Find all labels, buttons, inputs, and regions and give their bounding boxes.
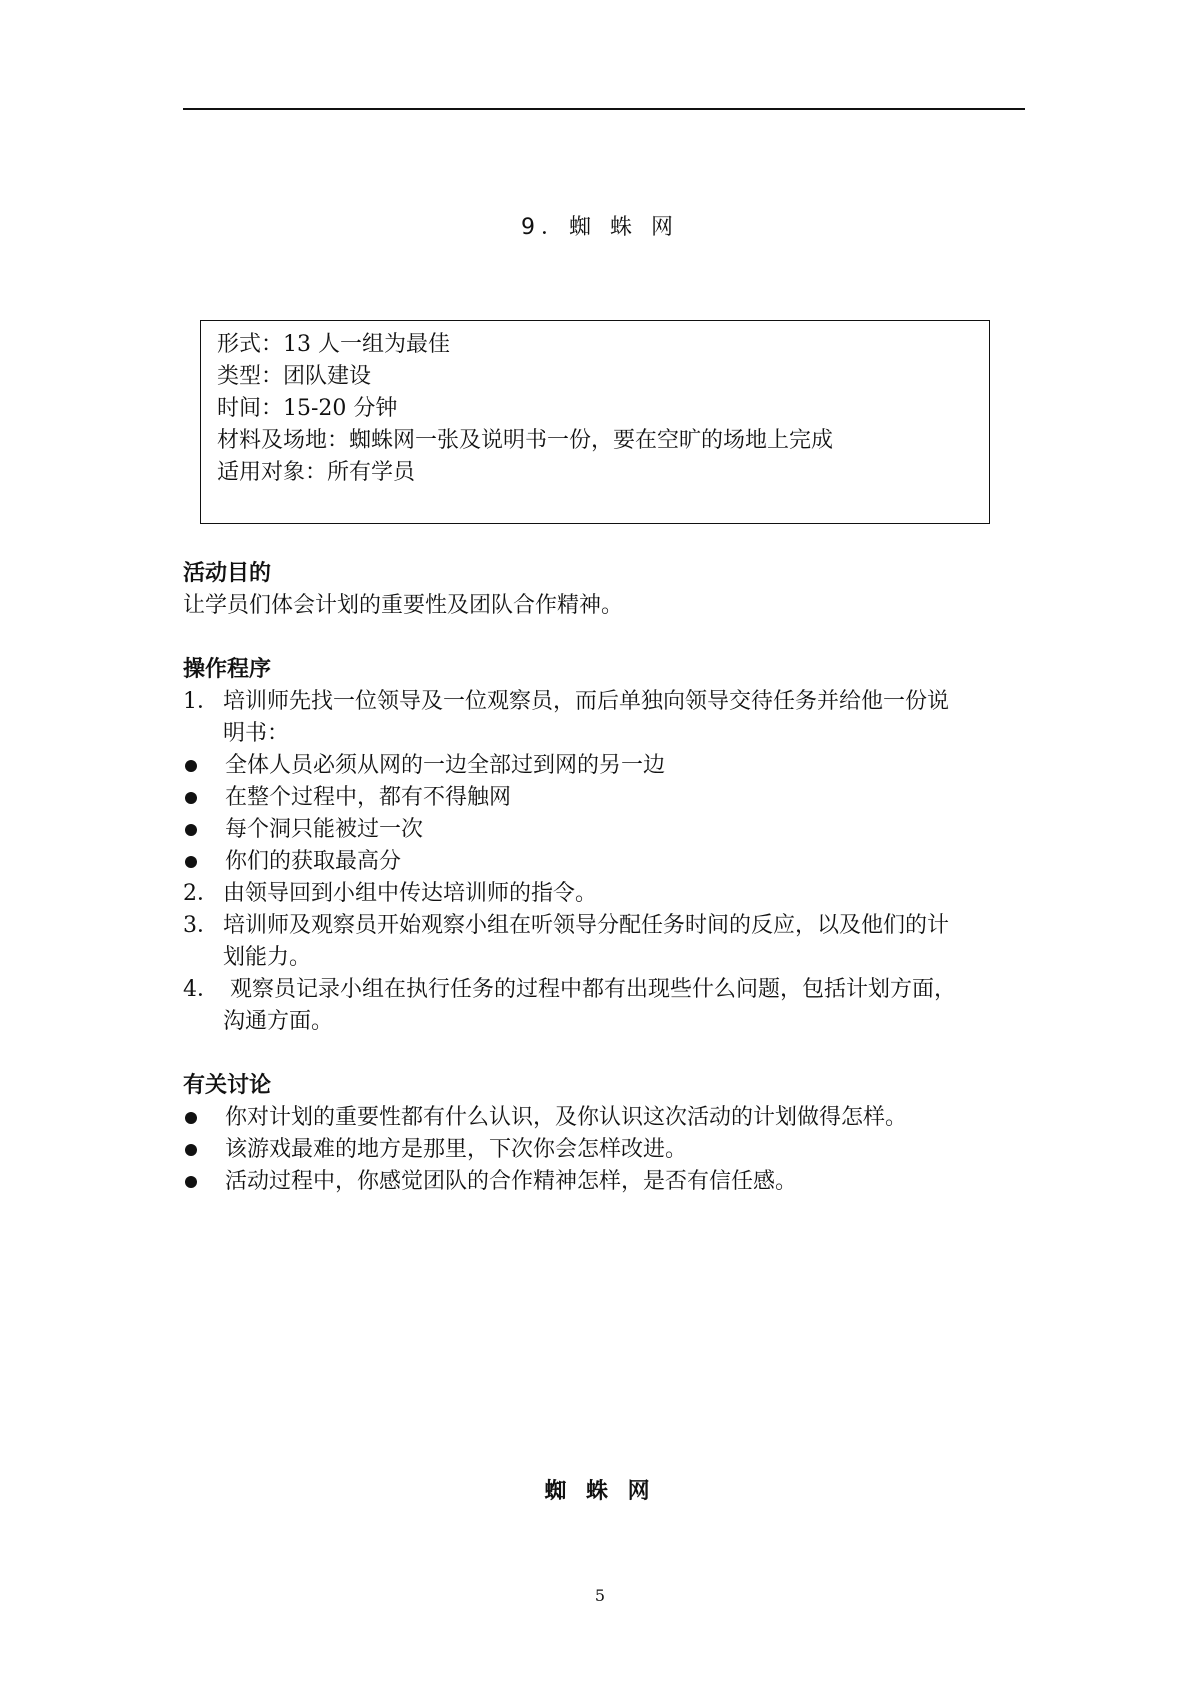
page-number: 5 (594, 1586, 606, 1605)
procedure-step-2 (183, 878, 1033, 910)
bullet-text: 每个洞只能被过一次 (225, 817, 424, 842)
procedure-bullet (183, 846, 1033, 878)
discussion-bullet (183, 1102, 1033, 1134)
bullet-icon (183, 782, 225, 814)
info-format: 形式：13 人一组为最佳 (217, 332, 450, 357)
step-number: 3． (183, 913, 219, 938)
step-text (223, 910, 1033, 974)
step-text-line: 由领导回到小组中传达培训师的指令。 (223, 881, 598, 906)
activity-info-box (200, 320, 990, 524)
step-text-line: 观察员记录小组在执行任务的过程中都有出现些什么问题，包括计划方面， (223, 977, 956, 1002)
discussion-bullet (183, 1134, 1033, 1166)
bullet-icon (183, 1102, 225, 1134)
bullet-text: 在整个过程中，都有不得触网 (225, 785, 512, 810)
document-title: 9．蜘 蛛 网 (521, 215, 679, 240)
procedure-section (183, 654, 1033, 1038)
procedure-bullet (183, 814, 1033, 846)
info-audience: 适用对象：所有学员 (217, 460, 416, 485)
bullet-icon (183, 1166, 225, 1198)
bullet-text: 全体人员必须从网的一边全部过到网的另一边 (225, 753, 666, 778)
step-text-line: 培训师及观察员开始观察小组在听领导分配任务时间的反应，以及他们的计 (223, 913, 950, 938)
bullet-text: 该游戏最难的地方是那里，下次你会怎样改进。 (225, 1137, 688, 1162)
bullet-text: 你们的获取最高分 (225, 849, 402, 874)
step-number: 4． (183, 977, 219, 1002)
info-type: 类型：团队建设 (217, 364, 372, 389)
procedure-step-3 (183, 910, 1033, 974)
step-text (223, 974, 1033, 1038)
step-text (223, 878, 1033, 910)
step-number: 1． (183, 689, 219, 714)
discussion-heading: 有关讨论 (183, 1073, 272, 1098)
procedure-heading: 操作程序 (183, 657, 272, 682)
step-text-line: 划能力。 (223, 945, 312, 970)
step-text (223, 686, 1033, 750)
bullet-text: 你对计划的重要性都有什么认识，及你认识这次活动的计划做得怎样。 (225, 1105, 908, 1130)
step-text-line: 沟通方面。 (223, 1009, 334, 1034)
purpose-section (183, 558, 1033, 622)
bullet-icon (183, 1134, 225, 1166)
step-text-line: 明书： (223, 721, 290, 746)
purpose-text: 让学员们体会计划的重要性及团队合作精神。 (183, 593, 624, 618)
step-text-line: 培训师先找一位领导及一位观察员，而后单独向领导交待任务并给他一份说 (223, 689, 950, 714)
info-materials: 材料及场地：蜘蛛网一张及说明书一份，要在空旷的场地上完成 (217, 428, 834, 453)
discussion-bullet (183, 1166, 1033, 1198)
discussion-section (183, 1070, 1033, 1198)
bullet-text: 活动过程中，你感觉团队的合作精神怎样，是否有信任感。 (225, 1169, 798, 1194)
header-rule (183, 108, 1025, 110)
procedure-bullet (183, 750, 1033, 782)
procedure-bullet (183, 782, 1033, 814)
bullet-icon (183, 750, 225, 782)
procedure-step-4 (183, 974, 1033, 1038)
step-number: 2． (183, 881, 219, 906)
procedure-step-1 (183, 686, 1033, 750)
footer-title: 蜘 蛛 网 (544, 1479, 656, 1504)
info-time: 时间：15-20 分钟 (217, 396, 398, 421)
purpose-heading: 活动目的 (183, 561, 272, 586)
bullet-icon (183, 814, 225, 846)
bullet-icon (183, 846, 225, 878)
